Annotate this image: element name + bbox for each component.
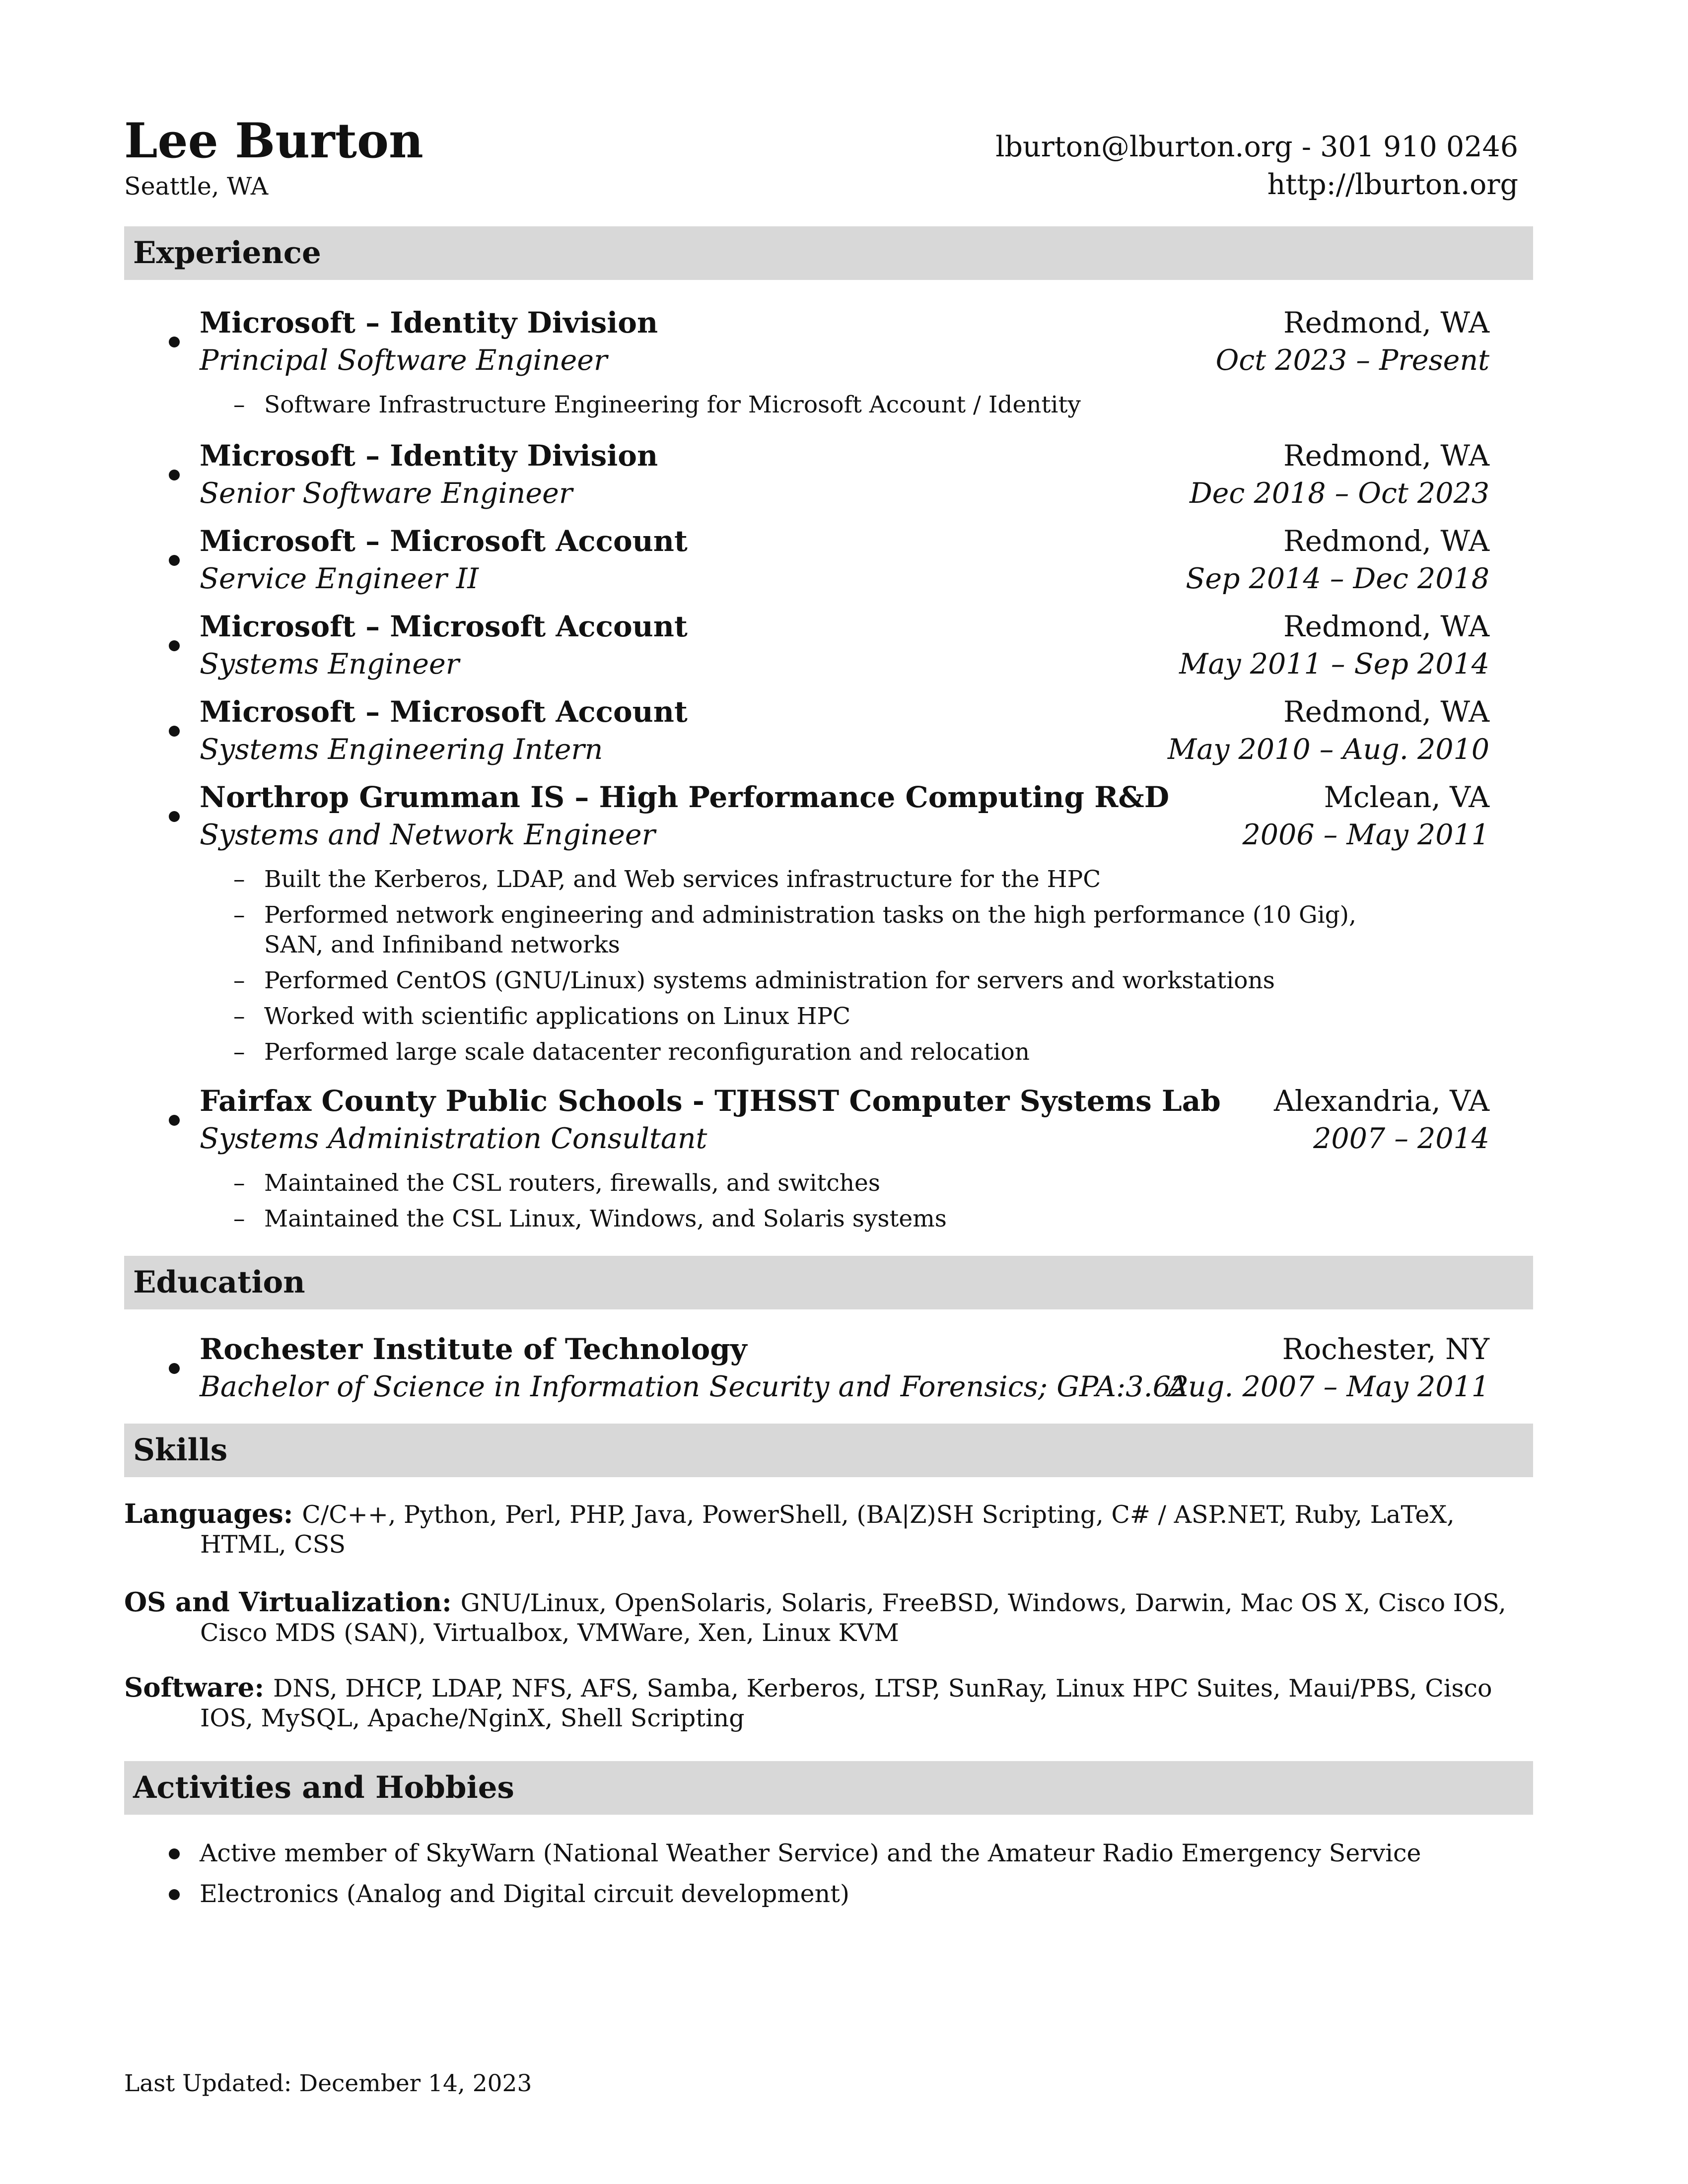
entry-location: Redmond, WA <box>1283 439 1489 473</box>
entry-location: Redmond, WA <box>1283 306 1489 340</box>
entry-dates: May 2011 – Sep 2014 <box>1179 648 1489 681</box>
entry-title: Service Engineer II <box>200 562 479 595</box>
resume-header <box>124 113 1518 207</box>
activity-item: Electronics (Analog and Digital circuit development) <box>169 1874 1509 1914</box>
section-title: Activities and Hobbies <box>133 1770 514 1805</box>
entry-title: Systems Engineering Intern <box>200 733 603 766</box>
entry-organization: Microsoft – Identity Division <box>200 439 658 473</box>
skill-group <box>124 1587 1524 1648</box>
skill-group <box>124 1673 1524 1733</box>
person-name: Lee Burton <box>124 113 423 169</box>
bullet-icon <box>169 811 180 822</box>
contact-info: lburton@lburton.org - 301 910 0246 <box>995 131 1518 163</box>
bullet-icon <box>169 337 180 347</box>
experience-entry <box>169 693 1489 772</box>
bullet-icon <box>169 1848 180 1859</box>
entry-location: Alexandria, VA <box>1273 1084 1489 1118</box>
section-header-experience <box>124 226 1533 280</box>
skill-label: OS and Virtualization: <box>124 1587 452 1618</box>
skill-label: Software: <box>124 1672 265 1703</box>
entry-organization: Microsoft – Identity Division <box>200 306 658 340</box>
dash-icon: – <box>233 901 245 929</box>
section-header-education <box>124 1256 1533 1309</box>
section-title: Education <box>133 1265 305 1300</box>
skill-group <box>124 1499 1524 1560</box>
section-header-skills <box>124 1424 1533 1477</box>
entry-organization: Microsoft – Microsoft Account <box>200 610 688 643</box>
entry-dates: 2006 – May 2011 <box>1242 819 1489 851</box>
dash-icon: – <box>233 1169 245 1197</box>
dash-icon: – <box>233 1038 245 1066</box>
entry-detail: – Software Infrastructure Engineering for Microsoft Account / Identity <box>233 390 1415 420</box>
person-location: Seattle, WA <box>124 172 269 201</box>
dash-icon: – <box>233 967 245 994</box>
entry-title: Senior Software Engineer <box>200 477 573 510</box>
entry-organization: Rochester Institute of Technology <box>200 1332 747 1366</box>
entry-detail: – Built the Kerberos, LDAP, and Web services infrastructure for the HPC <box>233 865 1415 894</box>
skill-text: DNS, DHCP, LDAP, NFS, AFS, Samba, Kerberos, LTSP, SunRay, Linux HPC Suites, Maui/PBS, Cisco IOS, MySQL, Apache/NginX, Shell Scripting <box>200 1674 1492 1732</box>
education-entry <box>169 1330 1489 1410</box>
entry-detail: – Performed CentOS (GNU/Linux) systems administration for servers and workstations <box>233 966 1415 996</box>
section-title: Experience <box>133 235 321 271</box>
bullet-icon <box>169 1363 180 1374</box>
entry-dates: Sep 2014 – Dec 2018 <box>1186 562 1489 595</box>
entry-location: Rochester, NY <box>1282 1332 1489 1366</box>
dash-icon: – <box>233 1003 245 1030</box>
experience-entry <box>169 778 1489 858</box>
experience-entry <box>169 1082 1489 1161</box>
entry-title: Systems and Network Engineer <box>200 819 655 851</box>
dash-icon: – <box>233 866 245 893</box>
entry-title: Principal Software Engineer <box>200 344 608 377</box>
bullet-icon <box>169 1115 180 1126</box>
dash-icon: – <box>233 1205 245 1232</box>
experience-entry <box>169 437 1489 516</box>
last-updated: Last Updated: December 14, 2023 <box>124 2070 532 2097</box>
activity-item: Active member of SkyWarn (National Weather Service) and the Amateur Radio Emergency Service <box>169 1834 1509 1873</box>
experience-entry <box>169 608 1489 687</box>
entry-dates: 2007 – 2014 <box>1313 1122 1489 1155</box>
entry-organization: Fairfax County Public Schools - TJHSST Computer Systems Lab <box>200 1084 1221 1118</box>
experience-entry <box>169 304 1489 383</box>
bullet-icon <box>169 555 180 566</box>
bullet-icon <box>169 640 180 651</box>
entry-title: Bachelor of Science in Information Security and Forensics; GPA:3.62 <box>200 1370 1189 1403</box>
entry-dates: May 2010 – Aug. 2010 <box>1167 733 1489 766</box>
entry-organization: Northrop Grumman IS – High Performance Computing R&D <box>200 780 1170 814</box>
bullet-icon <box>169 470 180 480</box>
skill-text: C/C++, Python, Perl, PHP, Java, PowerShell, (BA|Z)SH Scripting, C# / ASP.NET, Ruby, LaTeX, HTML, CSS <box>200 1501 1455 1559</box>
bullet-icon <box>169 726 180 737</box>
experience-entry <box>169 522 1489 602</box>
entry-dates: Oct 2023 – Present <box>1215 344 1489 377</box>
bullet-icon <box>169 1889 180 1900</box>
entry-detail: – Worked with scientific applications on Linux HPC <box>233 1002 1415 1031</box>
entry-detail: – Maintained the CSL Linux, Windows, and Solaris systems <box>233 1204 1415 1234</box>
entry-title: Systems Engineer <box>200 648 460 681</box>
entry-detail: – Performed large scale datacenter reconfiguration and relocation <box>233 1037 1415 1067</box>
entry-dates: Dec 2018 – Oct 2023 <box>1189 477 1489 510</box>
skill-label: Languages: <box>124 1499 293 1529</box>
entry-dates: Aug. 2007 – May 2011 <box>1167 1370 1489 1403</box>
entry-organization: Microsoft – Microsoft Account <box>200 524 688 558</box>
section-header-activities <box>124 1761 1533 1815</box>
entry-title: Systems Administration Consultant <box>200 1122 707 1155</box>
entry-organization: Microsoft – Microsoft Account <box>200 695 688 729</box>
entry-location: Redmond, WA <box>1283 695 1489 729</box>
entry-location: Redmond, WA <box>1283 524 1489 558</box>
entry-location: Mclean, VA <box>1324 780 1489 814</box>
entry-detail: – Maintained the CSL routers, firewalls, and switches <box>233 1168 1415 1198</box>
entry-detail: – Performed network engineering and administration tasks on the high performance (10 Gig), SAN, and Infiniband networks <box>233 901 1356 958</box>
dash-icon: – <box>233 391 245 418</box>
website-link[interactable]: http://lburton.org <box>1267 168 1518 201</box>
entry-location: Redmond, WA <box>1283 610 1489 643</box>
section-title: Skills <box>133 1433 228 1468</box>
skill-text: GNU/Linux, OpenSolaris, Solaris, FreeBSD, Windows, Darwin, Mac OS X, Cisco IOS, Cisco MDS (SAN), Virtualbox, VMWare, Xen, Linux KVM <box>200 1589 1506 1647</box>
